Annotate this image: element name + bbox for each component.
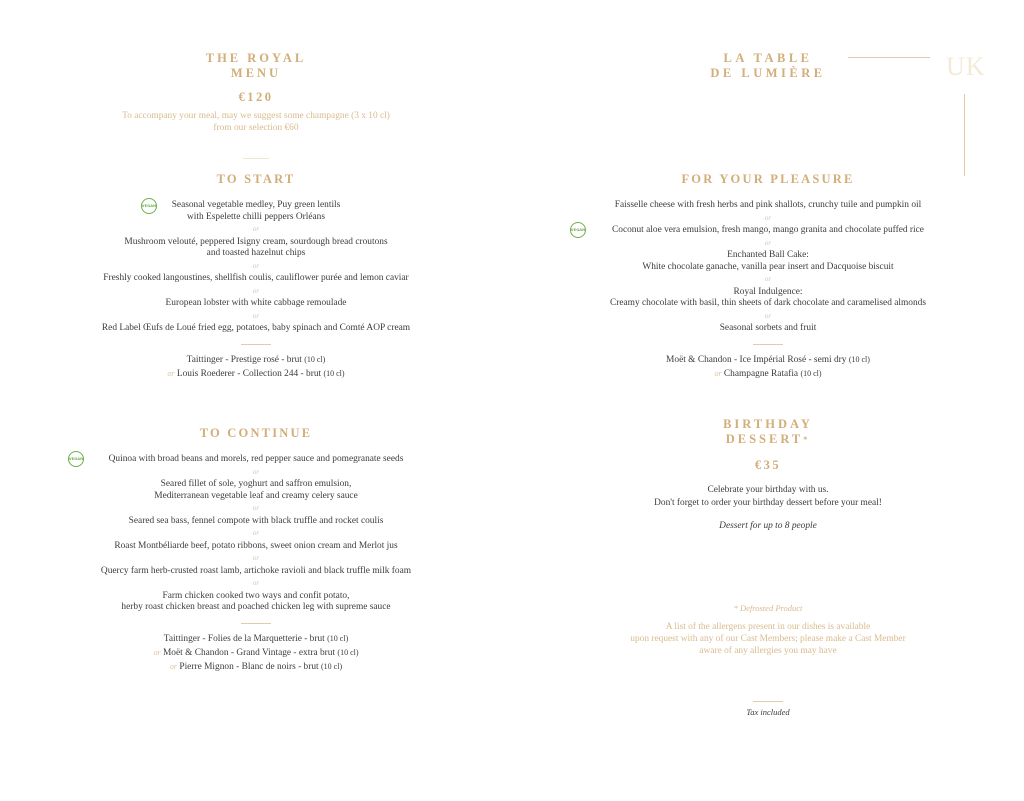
or-separator: or [764,275,772,283]
restaurant-title-line2: DE LUMIÈRE [710,66,826,80]
section-divider [241,623,271,624]
or-separator: or [764,311,772,320]
vertical-divider [964,94,965,176]
menu-item: Seared sea bass, fennel compote with black truffle and rocket coulis [128,515,384,526]
birthday-title-line1: BIRTHDAY [723,417,813,431]
or-separator: or [252,467,260,476]
menu-item: European lobster with white cabbage remoulade [165,298,347,308]
defrosted-note: * Defrosted Product [733,603,803,613]
or-separator: or [252,504,260,512]
menu-item: Seasonal vegetable medley, Puy green lentils with Espelette chilli peppers Orléans [171,200,341,222]
or-separator: or [764,213,772,222]
menu-item: Roast Montbéliarde beef, potato ribbons, sweet onion cream and Merlot jus [114,540,398,551]
royal-menu-price: €120 [238,90,274,104]
menu-item: Quercy farm herb-crusted roast lamb, artichoke ravioli and black truffle milk foam [100,565,412,576]
footer-notes [560,603,976,657]
menu-item: Mushroom velouté, peppered Isigny cream, sourdough bread croutons and toasted hazelnut chips [124,236,388,258]
to-start-items [60,200,452,335]
champagne-note-line2: from our selection €60 [213,122,299,133]
vegan-badge-icon: VEGAN [68,451,84,467]
champagne-note-line1: To accompany your meal, may we suggest some champagne (3 x 10 cl) [122,111,390,121]
vegan-badge-icon: VEGAN [570,222,586,238]
menu-item: Quinoa with broad beans and morels, red pepper sauce and pomegranate seeds [108,454,404,464]
language-label: UK [946,52,986,81]
menu-item: Seared fillet of sole, yoghurt and saffron emulsion, Mediterranean vegetable leaf and creamy celery sauce [154,479,358,501]
menu-item: Enchanted Ball Cake: White chocolate ganache, vanilla pear insert and Dacquoise biscuit [642,250,894,272]
or-separator: or [252,311,260,320]
royal-menu-title-line2: MENU [230,66,282,80]
to-continue-heading: TO CONTINUE [199,426,313,440]
allergens-note: A list of the allergens present in our dishes is available upon request with any of our Cast Members; please make a Cast Member aware of any allergies you may have [630,621,906,656]
or-separator: or [252,579,260,587]
or-separator: or [252,286,260,295]
menu-item: Faisselle cheese with fresh herbs and pink shallots, crunchy tuile and pumpkin oil [614,200,922,210]
royal-menu-title-line1: THE ROYAL [205,51,307,65]
to-start-section [60,172,452,381]
to-continue-wines [60,632,452,674]
wine-pairing: Taittinger - Folies de la Marquetterie - brut (10 cl) [163,633,349,644]
tax-note-wrap [560,707,976,719]
restaurant-title-line1: LA TABLE [723,51,813,65]
wine-pairing: Taittinger - Prestige rosé - brut (10 cl) [186,354,326,365]
wine-pairing: or Champagne Ratafia (10 cl) [714,368,822,379]
section-divider [753,344,783,345]
or-separator: or [252,529,260,537]
birthday-title-line2: DESSERT* [725,432,811,446]
pleasure-wines [560,353,976,381]
or-separator: or [252,261,260,270]
for-your-pleasure-heading: FOR YOUR PLEASURE [681,172,855,186]
to-continue-section [60,426,452,674]
or-separator: or [252,554,260,562]
menu-item: Freshly cooked langoustines, shellfish coulis, cauliflower purée and lemon caviar [103,273,409,283]
wine-pairing: or Pierre Mignon - Blanc de noirs - brut (10 cl) [169,661,343,672]
footer-divider [753,701,783,702]
section-divider [241,344,271,345]
for-your-pleasure-section [560,172,976,381]
wine-pairing: or Moët & Chandon - Grand Vintage - extra brut (10 cl) [153,647,359,658]
header-divider [243,158,269,159]
birthday-text: Celebrate your birthday with us. Don't forget to order your birthday dessert before your meal! [654,485,882,508]
pleasure-items [560,200,976,335]
royal-menu-header [60,51,452,134]
vegan-badge-icon: VEGAN [141,198,157,214]
to-continue-items [60,454,452,614]
birthday-price: €35 [754,458,782,472]
menu-item: Red Label Œufs de Loué fried egg, potatoes, baby spinach and Comté AOP cream [101,323,411,333]
wine-pairing: or Louis Roederer - Collection 244 - brut (10 cl) [167,368,345,379]
wine-pairing: Moët & Chandon - Ice Impérial Rosé - semi dry (10 cl) [666,354,870,365]
or-separator: or [252,225,260,233]
to-start-wines [60,353,452,381]
birthday-dessert-section [560,417,976,533]
tax-note: Tax included [746,707,790,717]
menu-item: Farm chicken cooked two ways and confit potato, herby roast chicken breast and poached chicken leg with supreme sauce [121,590,391,612]
menu-item: Coconut aloe vera emulsion, fresh mango, mango granita and chocolate puffed rice [612,225,924,235]
header-line [848,57,930,58]
table-lumiere-header [560,51,976,81]
birthday-note: Dessert for up to 8 people [719,521,817,531]
or-separator: or [764,238,772,247]
to-start-heading: TO START [216,172,296,186]
menu-item: Royal Indulgence: Creamy chocolate with basil, thin sheets of dark chocolate and caramelised almonds [609,286,927,308]
menu-item: Seasonal sorbets and fruit [719,323,817,333]
